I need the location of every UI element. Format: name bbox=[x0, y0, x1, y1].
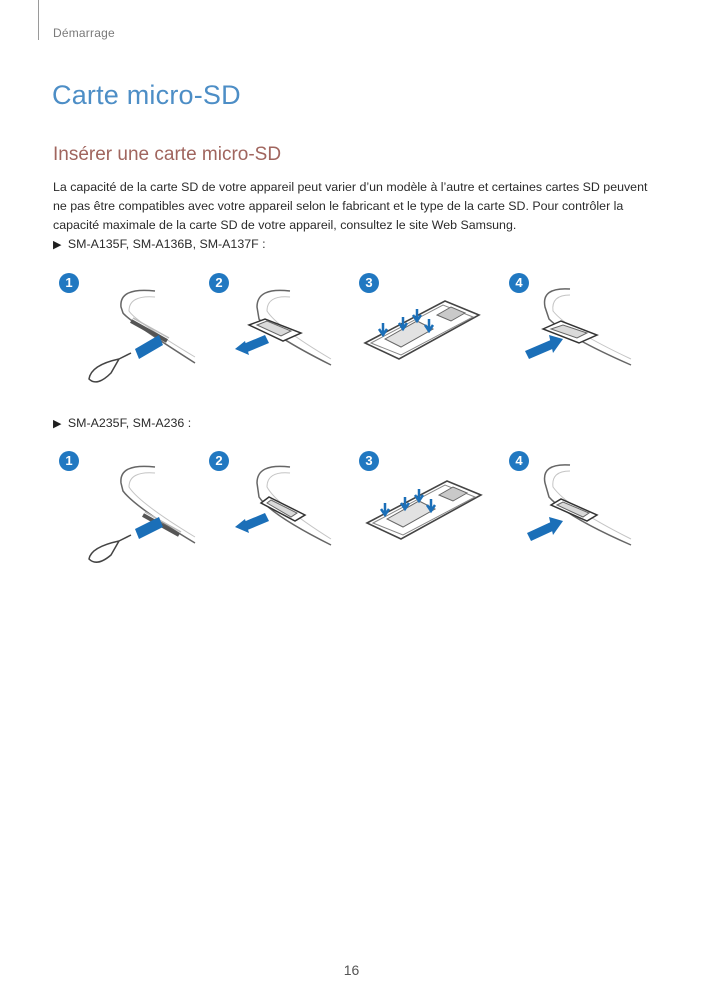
step-3 bbox=[355, 273, 505, 398]
step-4 bbox=[505, 273, 655, 398]
sim-eject-pin-icon bbox=[55, 451, 205, 576]
model-list-1 bbox=[53, 237, 266, 251]
step-number-badge: 4 bbox=[509, 451, 529, 471]
bullet-triangle-icon: ▶ bbox=[53, 239, 62, 251]
illustration-row-1 bbox=[55, 273, 655, 398]
step-number-badge: 1 bbox=[59, 273, 79, 293]
step-number-badge: 3 bbox=[359, 451, 379, 471]
tray-pull-out-icon bbox=[205, 273, 355, 398]
step-number-badge: 1 bbox=[59, 451, 79, 471]
sim-eject-pin-icon bbox=[55, 273, 205, 398]
model-list-2 bbox=[53, 416, 191, 430]
tray-insert-icon bbox=[505, 273, 655, 398]
model-list-label: SM-A235F, SM-A236 : bbox=[67, 416, 192, 430]
tray-pull-out-icon bbox=[205, 451, 355, 576]
illustration-row-2 bbox=[55, 451, 655, 576]
margin-rule bbox=[38, 0, 39, 40]
step-number-badge: 4 bbox=[509, 273, 529, 293]
step-number-badge: 2 bbox=[209, 273, 229, 293]
step-2 bbox=[205, 451, 355, 576]
bullet-triangle-icon: ▶ bbox=[53, 418, 62, 430]
step-number-badge: 2 bbox=[209, 451, 229, 471]
model-list-label: SM-A135F, SM-A136B, SM-A137F : bbox=[67, 237, 266, 251]
card-in-tray-icon bbox=[355, 273, 505, 398]
card-in-tray-icon bbox=[355, 451, 505, 576]
step-1 bbox=[55, 273, 205, 398]
step-2 bbox=[205, 273, 355, 398]
step-1 bbox=[55, 451, 205, 576]
tray-insert-icon bbox=[505, 451, 655, 576]
step-3 bbox=[355, 451, 505, 576]
step-4 bbox=[505, 451, 655, 576]
section-label: Démarrage bbox=[53, 26, 115, 40]
section-subtitle: Insérer une carte micro-SD bbox=[53, 144, 282, 165]
page-title: Carte micro-SD bbox=[52, 80, 241, 110]
intro-paragraph: La capacité de la carte SD de votre appareil peut varier d’un modèle à l’autre et certaines cartes SD peuvent ne pas être compatibles avec votre appareil selon le fabricant et le type de la carte SD. Pour contrôler la capacité maximale de la carte SD de votre appareil, consultez le site Web Samsung. bbox=[53, 180, 648, 232]
step-number-badge: 3 bbox=[359, 273, 379, 293]
page-number: 16 bbox=[343, 962, 360, 978]
